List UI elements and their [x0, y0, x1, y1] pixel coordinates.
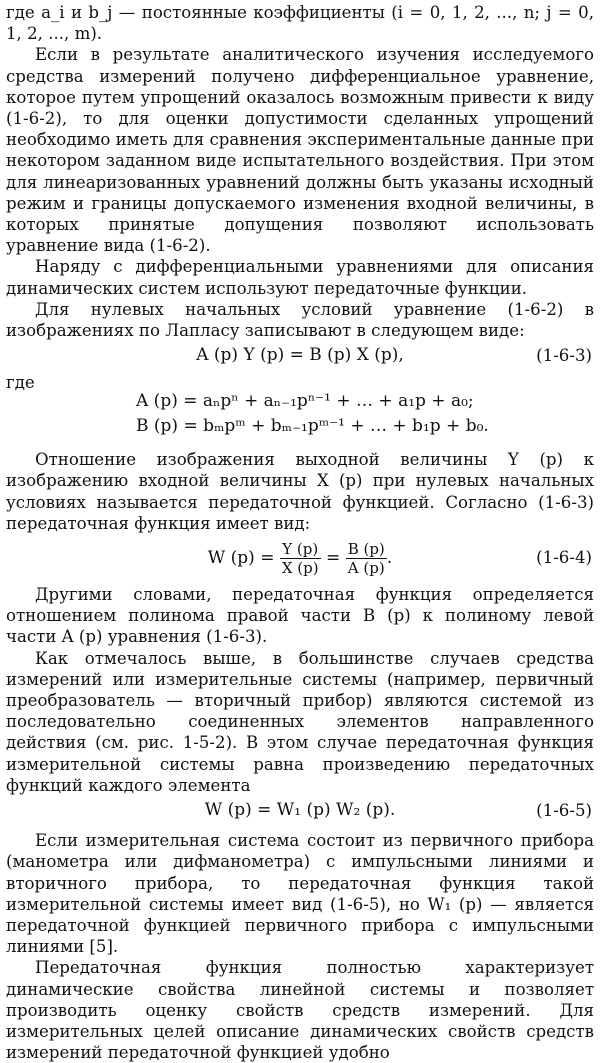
- paragraph-analytical-study: Если в результате аналитического изучения исследуемого средства измерений получено дифференциальное уравнение, которое путем упрощений оказалось возможным привести к виду (1-6-2), то для оценки допустимости сделанных упрощений необходимо иметь для сравнения экспериментальные данные при некотором заданном виде испытательного воздействия. При этом для линеаризованных уравнений должны быть указаны исходный режим и границы допускаемого изменения входной величины, в которых принятые допущения позволяют использовать уравнение вида (1-6-2).: [6, 45, 594, 256]
- denominator-a: A (p): [347, 559, 385, 578]
- fraction-y-over-x: [280, 540, 321, 577]
- paragraph-characterizes: Передаточная функция полностью характеризует динамические свойства линейной системы и позволяет производить оценку свойств средств измерений. Для измерительных целей описание динамических свойств средств измерений передаточной функцией удобно: [6, 958, 594, 1063]
- polynomial-a: A (p) = aₙpⁿ + aₙ₋₁pⁿ⁻¹ + … + a₁p + a₀;: [136, 391, 474, 412]
- equation-1-6-3-number: (1-6-3): [536, 346, 592, 366]
- equation-1-6-5: [6, 796, 594, 830]
- polynomial-definitions: [6, 389, 594, 439]
- equation-1-6-4: [6, 534, 594, 584]
- paragraph-primary-secondary: Если измерительная система состоит из первичного прибора (манометра или дифманометра) с импульсными линиями и вторичного прибора, то передаточная функция такой измерительной системы имеет вид (1-6-5), но W₁ (p) — является передаточной функцией первичного прибора с импульсными линиями [5].: [6, 831, 594, 957]
- denominator-x: X (p): [281, 559, 319, 578]
- equation-1-6-5-body: W (p) = W₁ (p) W₂ (p).: [204, 800, 396, 821]
- paragraph-ratio-definition: Отношение изображения выходной величины Y (p) к изображению входной величины X (p) при нулевых начальных условиях называется передаточной функцией. Согласно (1-6-3) передаточная функция имеет вид:: [6, 450, 594, 533]
- fraction-b-over-a: [346, 540, 387, 577]
- where-label: где: [6, 373, 35, 393]
- paragraph-laplace: Для нулевых начальных условий уравнение (1-6-2) в изображениях по Лапласу записывают в следующем виде:: [6, 299, 594, 341]
- equation-1-6-4-body: W (p) = $\frac{Y (p)}{X (p)}$ = $\frac{B (p)}{A (p)}$ .: [207, 540, 393, 578]
- polynomial-b: B (p) = bₘpᵐ + bₘ₋₁pᵐ⁻¹ + … + b₁p + b₀.: [136, 416, 489, 437]
- document-page: [6, 0, 594, 1063]
- equation-1-6-4-equals: =: [326, 548, 341, 569]
- equation-1-6-3: [6, 341, 594, 375]
- numerator-b: B (p): [347, 540, 385, 559]
- paragraph-coefficients: где a_i и b_j — постоянные коэффициенты (i = 0, 1, 2, ..., n; j = 0, 1, 2, ..., m).: [6, 3, 594, 44]
- paragraph-transfer-functions-intro: Наряду с дифференциальными уравнениями для описания динамических систем используют передаточные функции.: [6, 257, 594, 298]
- paragraph-series-elements: Как отмечалось выше, в большинстве случаев средства измерений или измерительные системы (например, первичный преобразователь — вторичный прибор) являются системой из последовательно соединенных элементов направленного действия (см. рис. 1-5-2). В этом случае передаточная функция измерительной системы равна произведению передаточных функций каждого элемента: [6, 648, 594, 795]
- numerator-y: Y (p): [280, 540, 321, 559]
- equation-1-6-4-lhs: W (p) =: [207, 548, 275, 569]
- equation-1-6-3-body: A (p) Y (p) = B (p) X (p),: [196, 345, 404, 366]
- equation-1-6-5-number: (1-6-5): [536, 801, 592, 821]
- where-line: [6, 375, 594, 395]
- equation-1-6-4-number: (1-6-4): [536, 548, 592, 568]
- paragraph-in-other-words: Другими словами, передаточная функция определяется отношением полинома правой части B (p) к полиному левой части A (p) уравнения (1-6-3).: [6, 585, 594, 647]
